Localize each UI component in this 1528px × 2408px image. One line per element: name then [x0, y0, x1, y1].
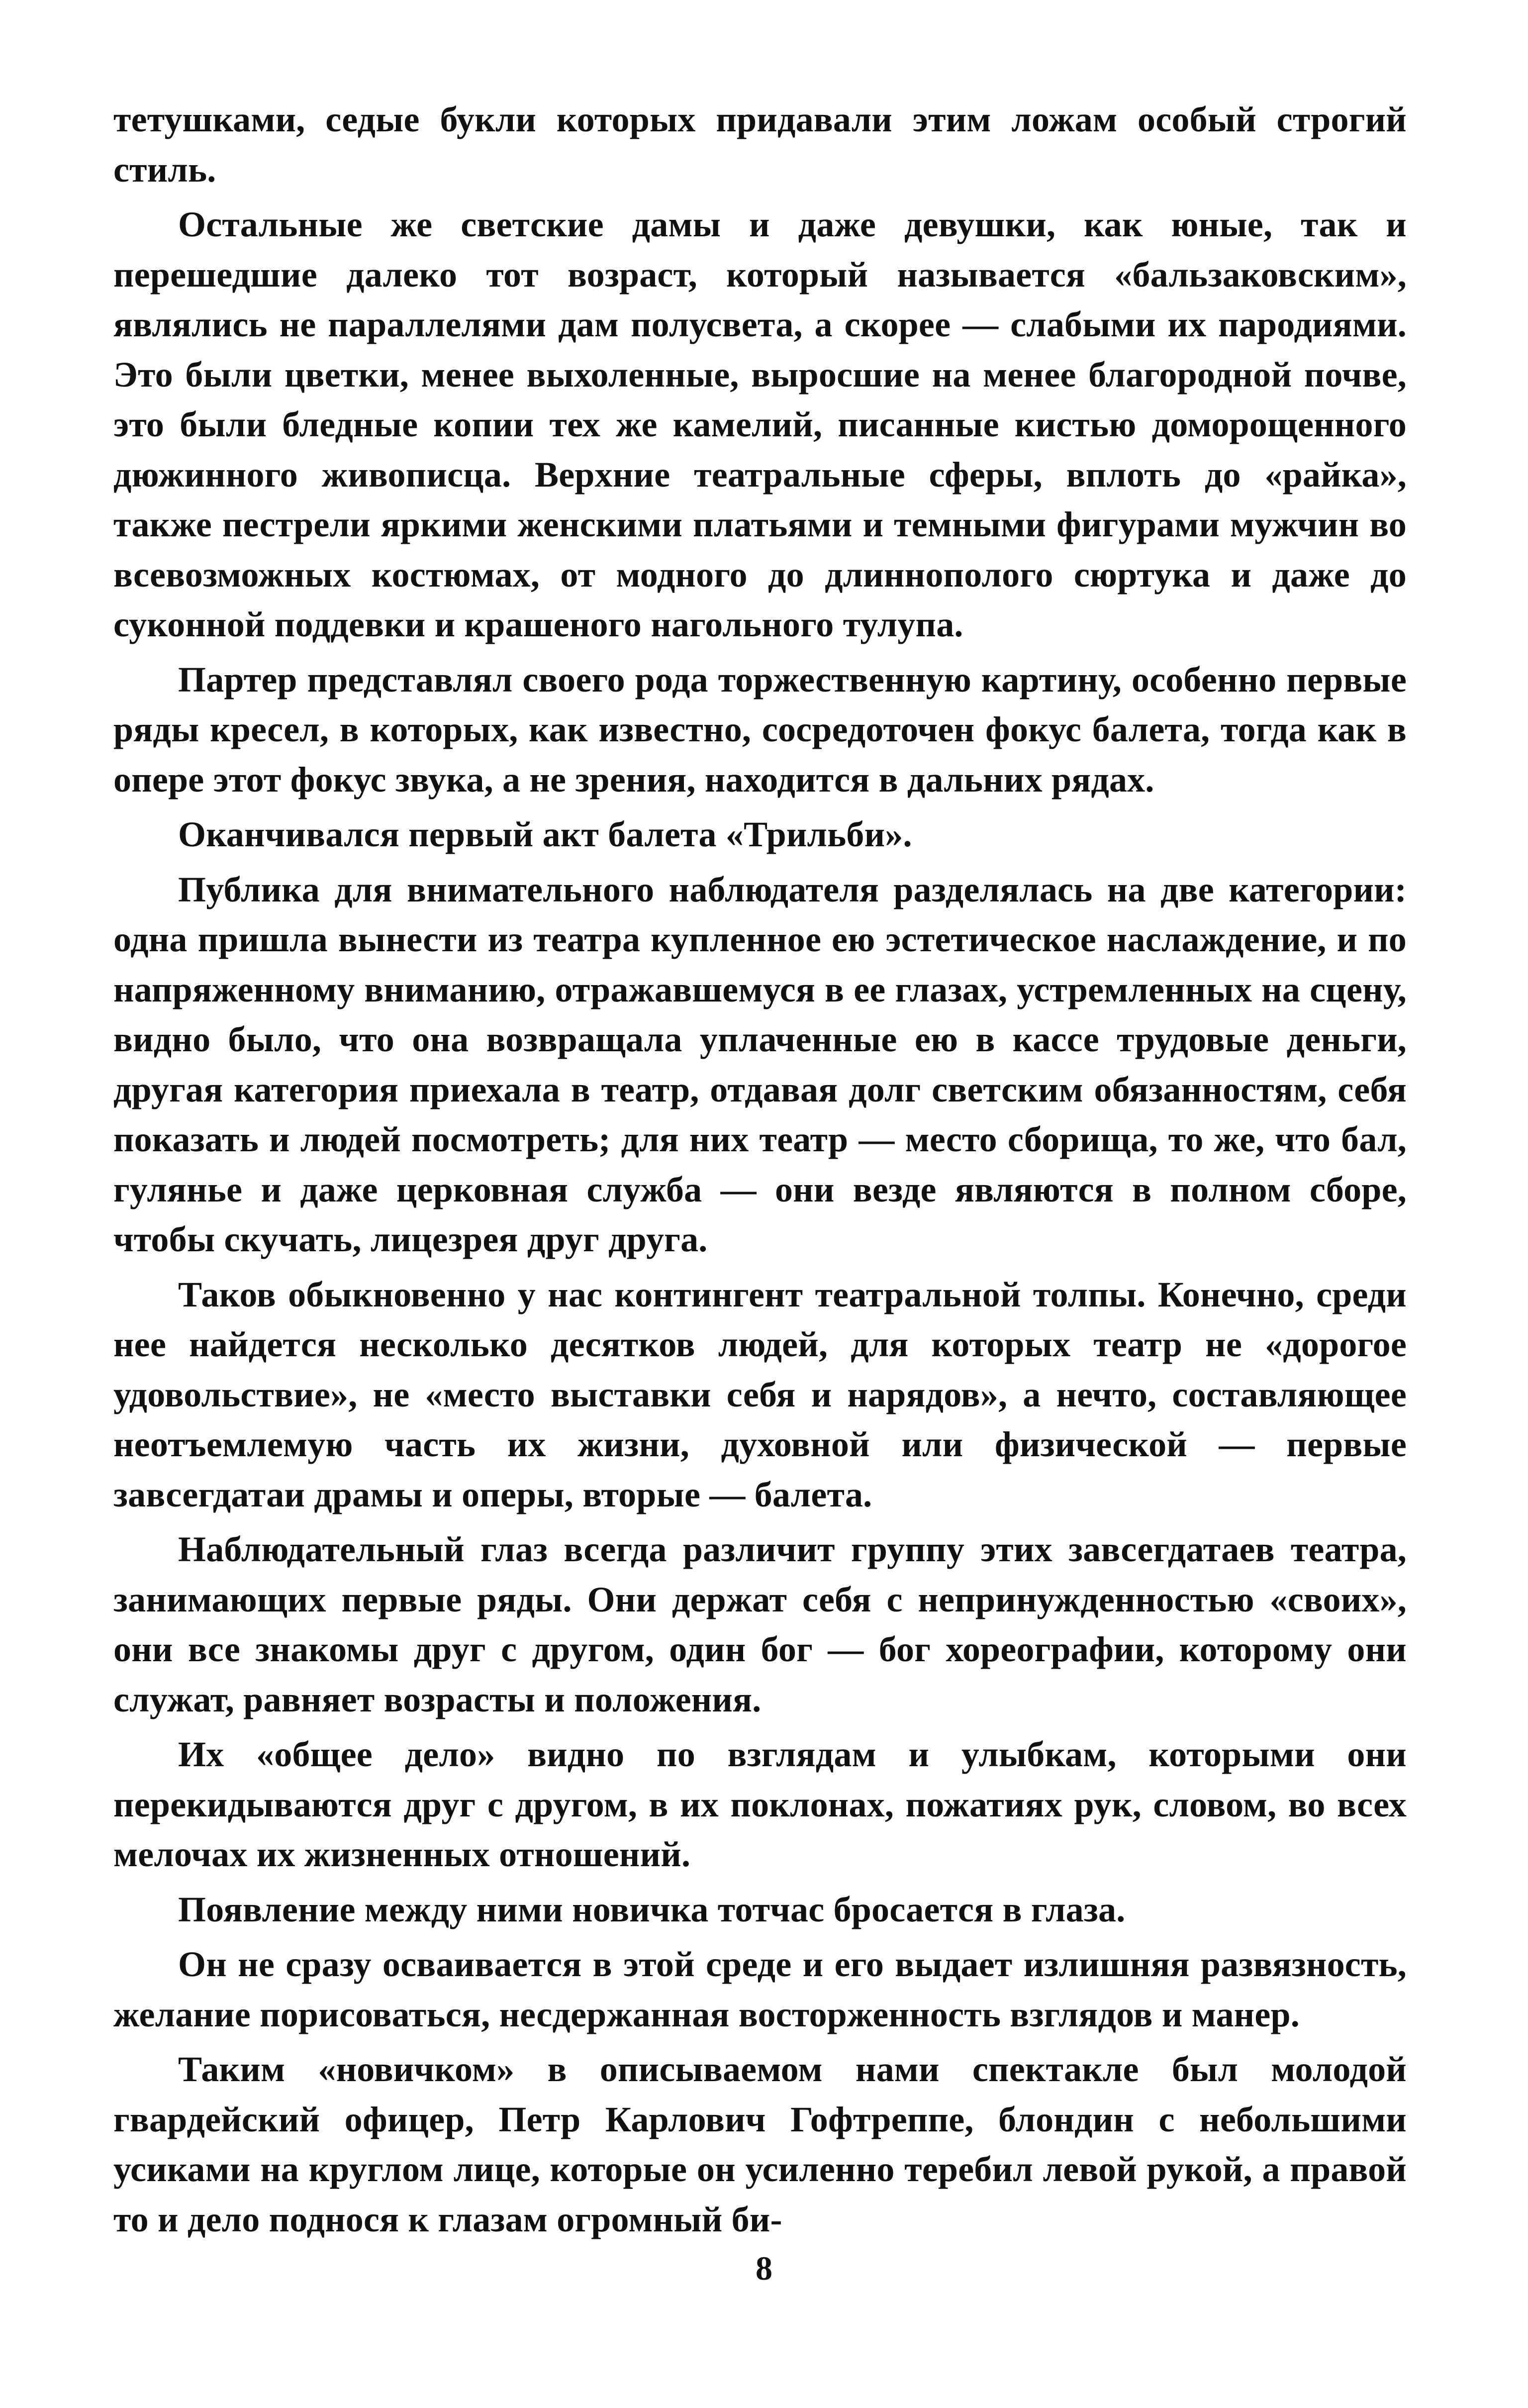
paragraph: Он не сразу осваивается в этой среде и его выдает излишняя развязность, желание порисоваться, несдержанная восторженность взглядов и манер.	[113, 1944, 1407, 2034]
paragraph-continuation: тетушками, седые букли которых придавали этим ложам особый строгий стиль.	[113, 100, 1407, 190]
paragraph: Появление между ними новичка тотчас бросается в глаза.	[178, 1889, 1126, 1929]
paragraph: Публика для внимательного наблюдателя разделялась на две категории: одна пришла вынести из театра купленное ею эстетическое наслаждение, и по напряженному вниманию, отражавшемуся в ее глазах, устремленных на сцену, видно было, что она возвращала уплаченные ею в кассе трудовые деньги, другая категория приехала в театр, отдавая долг светским обязанностям, себя показать и людей посмотреть; для них театр — место сборища, то же, что бал, гулянье и даже церковная служба — они везде являются в полном сборе, чтобы скучать, лицезрея друг друга.	[113, 869, 1407, 1259]
paragraph: Партер представлял своего рода торжественную картину, особенно первые ряды кресел, в которых, как известно, сосредоточен фокус балета, тогда как в опере этот фокус звука, а не зрения, находится в дальних рядах.	[113, 659, 1407, 800]
page-number: 8	[756, 2249, 772, 2287]
paragraph: Таков обыкновенно у нас контингент театральной толпы. Конечно, среди нее найдется несколько десятков людей, для которых театр не «дорогое удовольствие», не «место выставки себя и нарядов», а нечто, составляющее неотъемлемую часть их жизни, духовной или физической — первые завсегдатаи драмы и оперы, вторые — балета.	[113, 1274, 1407, 1514]
paragraph: Оканчивался первый акт балета «Трильби».	[178, 814, 912, 854]
paragraph: Таким «новичком» в описываемом нами спектакле был молодой гвардейский офицер, Петр Карлович Гофтреппе, блондин с небольшими усиками на круглом лице, которые он усиленно теребил левой рукой, а правой то и дело поднося к глазам огромный би-	[113, 2049, 1407, 2239]
paragraph: Их «общее дело» видно по взглядам и улыбкам, которыми они перекидываются друг с другом, в их поклонах, пожатиях рук, словом, во всех мелочах их жизненных отношений.	[113, 1734, 1407, 1874]
paragraph: Остальные же светские дамы и даже девушки, как юные, так и перешедшие далеко тот возраст, который называется «бальзаковским», являлись не параллелями дам полусвета, а скорее — слабыми их пародиями. Это были цветки, менее выхоленные, выросшие на менее благородной почве, это были бледные копии тех же камелий, писанные кистью доморощенного дюжинного живописца. Верхние театральные сферы, вплоть до «райка», также пестрели яркими женскими платьями и темными фигурами мужчин во всевозможных костюмах, от модного до длиннополого сюртука и даже до суконной поддевки и крашеного нагольного тулупа.	[113, 204, 1407, 644]
book-page	[113, 95, 1407, 2284]
paragraph: Наблюдательный глаз всегда различит группу этих завсегдатаев театра, занимающих первые ряды. Они держат себя с непринужденностью «своих», они все знакомы друг с другом, один бог — бог хореографии, которому они служат, равняет возрасты и положения.	[113, 1529, 1407, 1719]
